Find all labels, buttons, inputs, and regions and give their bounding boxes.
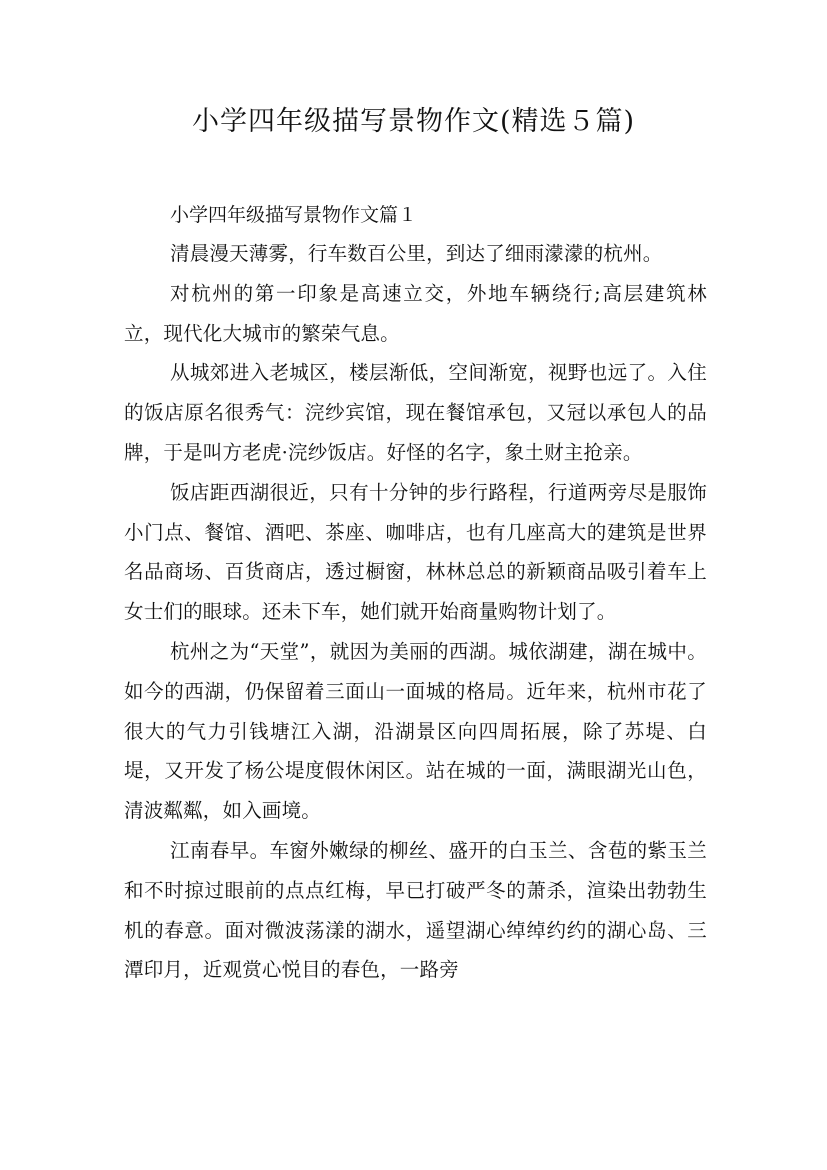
paragraph: 从城郊进入老城区，楼层渐低，空间渐宽，视野也远了。入住的饭店原名很秀气：浣纱宾馆，现在餐馆承包，又冠以承包人的品牌，于是叫方老虎·浣纱饭店。好怪的名字，象土财主抢亲。 <box>124 361 707 464</box>
document-body <box>124 196 707 990</box>
paragraph: 饭店距西湖很近，只有十分钟的步行路程，行道两旁尽是服饰小门点、餐馆、酒吧、茶座、咖啡店，也有几座高大的建筑是世界名品商场、百货商店，透过橱窗，林林总总的新颖商品吸引着车上女士们的眼球。还未下车，她们就开始商量购物计划了。 <box>124 480 707 624</box>
paragraph: 对杭州的第一印象是高速立交，外地车辆绕行;高层建筑林立，现代化大城市的繁荣气息。 <box>124 281 707 345</box>
paragraph: 清晨漫天薄雾，行车数百公里，到达了细雨濛濛的杭州。 <box>170 242 663 265</box>
paragraph: 杭州之为“天堂”，就因为美丽的西湖。城依湖建，湖在城中。如今的西湖，仍保留着三面山一面城的格局。近年来，杭州市花了很大的气力引钱塘江入湖，沿湖景区向四周拓展，除了苏堤、白堤，又开发了杨公堤度假休闲区。站在城的一面，满眼湖光山色，清波粼粼，如入画境。 <box>124 639 707 823</box>
document-title: 小学四年级描写景物作文(精选５篇) <box>191 106 636 137</box>
section-heading: 小学四年级描写景物作文篇１ <box>170 204 418 226</box>
paragraph: 江南春早。车窗外嫩绿的柳丝、盛开的白玉兰、含苞的紫玉兰和不时掠过眼前的点点红梅，早已打破严冬的萧杀，渲染出勃勃生机的春意。面对微波荡漾的湖水，遥望湖心绰绰约约的湖心岛、三潭印月，近观赏心悦目的春色，一路旁 <box>124 838 707 982</box>
